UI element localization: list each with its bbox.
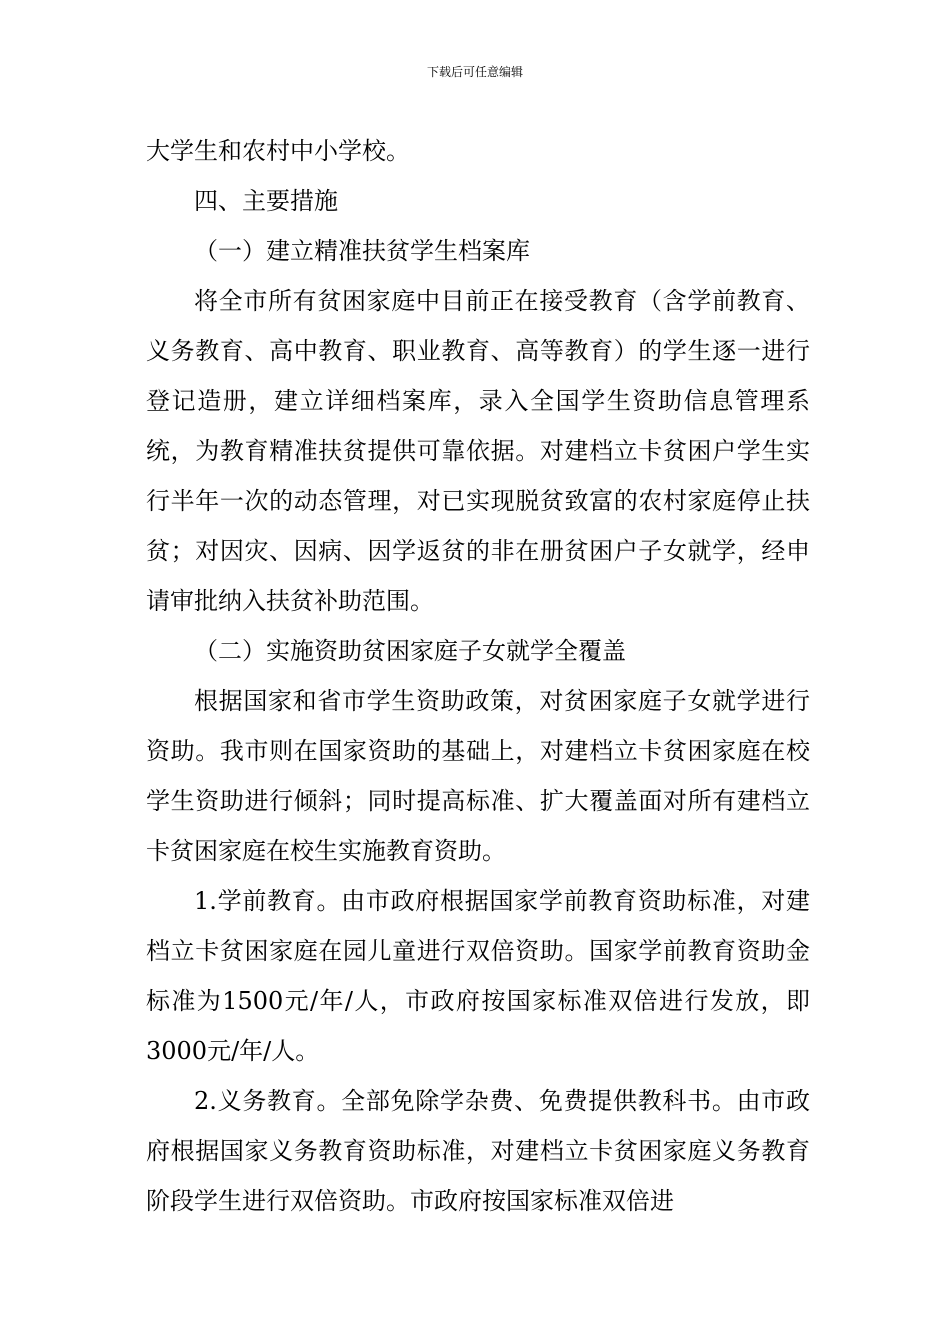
section-heading-measures: 四、主要措施 [194, 187, 338, 215]
paragraph-compulsory: 2.义务教育。全部免除学杂费、免费提供教科书。由市政府根据国家义务教育资助标准，对建档立卡贫困家庭义务教育阶段学生进行双倍资助。市政府按国家标准双倍进 [146, 1087, 810, 1215]
subsection-heading-archive: （一）建立精准扶贫学生档案库 [194, 237, 530, 265]
page-header-note: 下载后可任意编辑 [426, 65, 523, 79]
subsection-heading-coverage: （二）实施资助贫困家庭子女就学全覆盖 [194, 637, 626, 665]
paragraph-preschool: 1.学前教育。由市政府根据国家学前教育资助标准，对建档立卡贫困家庭在园儿童进行双倍资助。国家学前教育资助金标准为1500元/年/人，市政府按国家标准双倍进行发放，即3000元/年/人。 [146, 887, 810, 1065]
document-body [146, 126, 810, 1226]
paragraph-continuation: 大学生和农村中小学校。 [146, 137, 410, 165]
paragraph-archive: 将全市所有贫困家庭中目前正在接受教育（含学前教育、义务教育、高中教育、职业教育、高等教育）的学生逐一进行登记造册，建立详细档案库，录入全国学生资助信息管理系统，为教育精准扶贫提供可靠依据。对建档立卡贫困户学生实行半年一次的动态管理，对已实现脱贫致富的农村家庭停止扶贫；对因灾、因病、因学返贫的非在册贫困户子女就学，经申请审批纳入扶贫补助范围。 [146, 287, 810, 615]
paragraph-coverage: 根据国家和省市学生资助政策，对贫困家庭子女就学进行资助。我市则在国家资助的基础上，对建档立卡贫困家庭在校学生资助进行倾斜；同时提高标准、扩大覆盖面对所有建档立卡贫困家庭在校生实施教育资助。 [146, 687, 810, 865]
